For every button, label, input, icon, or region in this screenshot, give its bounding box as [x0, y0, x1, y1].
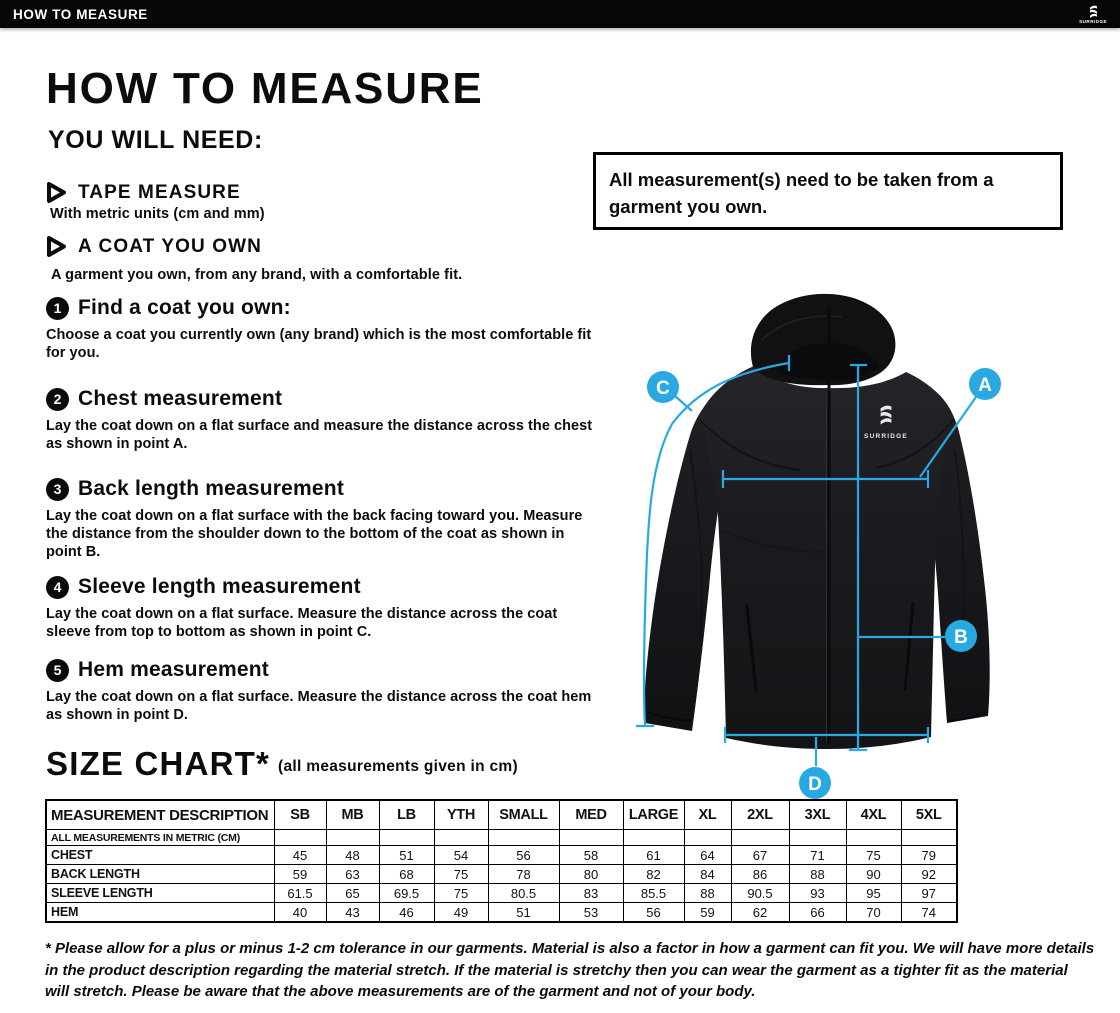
step-3	[46, 477, 611, 562]
cell-value: 61	[623, 846, 684, 865]
measurement-note-box: All measurement(s) need to be taken from a garment you own.	[593, 152, 1063, 230]
cell-value: 51	[379, 846, 434, 865]
empty-cell	[434, 830, 488, 846]
cell-value: 59	[684, 903, 731, 923]
empty-cell	[274, 830, 326, 846]
surridge-logo	[1079, 4, 1107, 25]
step-number-badge: 4	[46, 576, 69, 599]
point-c-badge	[647, 371, 679, 403]
cell-value: 46	[379, 903, 434, 923]
empty-cell	[379, 830, 434, 846]
cell-value: 51	[488, 903, 559, 923]
jacket-measurement-diagram	[600, 285, 1110, 815]
column-header: MED	[559, 800, 623, 830]
cell-value: 68	[379, 865, 434, 884]
empty-cell	[731, 830, 789, 846]
cell-value: 97	[901, 884, 957, 903]
step-description: Choose a coat you currently own (any brand) which is the most comfortable fit for you.	[46, 327, 592, 362]
cell-value: 93	[789, 884, 846, 903]
requirement-coat	[46, 235, 262, 258]
point-b-badge	[945, 620, 977, 652]
step-1	[46, 296, 611, 362]
step-5-header	[46, 658, 611, 682]
cell-value: 48	[326, 846, 379, 865]
size-chart-title-text: SIZE CHART*	[46, 745, 271, 782]
cell-value: 82	[623, 865, 684, 884]
requirement-label: TAPE MEASURE	[78, 181, 241, 203]
table-header-row	[46, 800, 957, 830]
step-description: Lay the coat down on a flat surface and measure the distance across the chest as shown in point A.	[46, 418, 593, 453]
cell-value: 75	[434, 865, 488, 884]
step-title: Hem measurement	[78, 658, 269, 681]
step-4-header	[46, 575, 611, 599]
step-number-badge: 5	[46, 659, 69, 682]
cell-value: 56	[488, 846, 559, 865]
cell-value: 80.5	[488, 884, 559, 903]
cell-value: 75	[434, 884, 488, 903]
column-header: MB	[326, 800, 379, 830]
empty-cell	[326, 830, 379, 846]
row-label: SLEEVE LENGTH	[46, 884, 274, 903]
step-title: Chest measurement	[78, 387, 283, 410]
empty-cell	[684, 830, 731, 846]
cell-value: 71	[789, 846, 846, 865]
cell-value: 67	[731, 846, 789, 865]
cell-value: 92	[901, 865, 957, 884]
cell-value: 83	[559, 884, 623, 903]
row-label: BACK LENGTH	[46, 865, 274, 884]
play-triangle-icon	[46, 235, 67, 258]
point-a-badge	[969, 368, 1001, 400]
cell-value: 56	[623, 903, 684, 923]
table-row-sleeve-length	[46, 884, 957, 903]
step-description: Lay the coat down on a flat surface with the back facing toward you. Measure the distance from the shoulder down to the bottom of the coat as shown in point B.	[46, 508, 583, 561]
column-header: XL	[684, 800, 731, 830]
empty-cell	[488, 830, 559, 846]
cell-value: 64	[684, 846, 731, 865]
cell-value: 85.5	[623, 884, 684, 903]
cell-value: 62	[731, 903, 789, 923]
step-number-badge: 2	[46, 388, 69, 411]
svg-text:B: B	[954, 627, 968, 648]
empty-cell	[901, 830, 957, 846]
cell-value: 90.5	[731, 884, 789, 903]
page-title: HOW TO MEASURE	[46, 64, 484, 113]
step-title: Find a coat you own:	[78, 296, 291, 319]
step-4	[46, 575, 611, 641]
svg-text:D: D	[808, 774, 822, 795]
step-2	[46, 387, 611, 453]
step-3-header	[46, 477, 611, 501]
cell-value: 43	[326, 903, 379, 923]
empty-cell	[789, 830, 846, 846]
surridge-logo-text: SURRIDGE	[1079, 18, 1107, 24]
cell-value: 45	[274, 846, 326, 865]
step-1-header	[46, 296, 611, 320]
cell-value: 84	[684, 865, 731, 884]
requirement-description: A garment you own, from any brand, with a comfortable fit.	[51, 267, 463, 283]
play-triangle-icon	[46, 181, 67, 204]
requirement-description: With metric units (cm and mm)	[50, 206, 265, 222]
column-header: 4XL	[846, 800, 901, 830]
empty-cell	[623, 830, 684, 846]
column-header: SB	[274, 800, 326, 830]
cell-value: 75	[846, 846, 901, 865]
cell-value: 78	[488, 865, 559, 884]
cell-value: 80	[559, 865, 623, 884]
column-header: 3XL	[789, 800, 846, 830]
step-2-header	[46, 387, 611, 411]
requirement-label: A COAT YOU OWN	[78, 235, 262, 257]
cell-value: 61.5	[274, 884, 326, 903]
cell-value: 63	[326, 865, 379, 884]
top-bar	[0, 0, 1120, 28]
empty-cell	[559, 830, 623, 846]
column-header: MEASUREMENT DESCRIPTION	[46, 800, 274, 830]
unit-row-label: ALL MEASUREMENTS IN METRIC (CM)	[46, 830, 274, 846]
cell-value: 40	[274, 903, 326, 923]
requirement-tape-measure	[46, 181, 241, 204]
cell-value: 54	[434, 846, 488, 865]
point-d-badge	[799, 767, 831, 799]
step-number-badge: 1	[46, 297, 69, 320]
cell-value: 88	[789, 865, 846, 884]
cell-value: 53	[559, 903, 623, 923]
cell-value: 95	[846, 884, 901, 903]
table-row-hem	[46, 903, 957, 923]
table-unit-row	[46, 830, 957, 846]
cell-value: 79	[901, 846, 957, 865]
cell-value: 65	[326, 884, 379, 903]
step-title: Sleeve length measurement	[78, 575, 361, 598]
column-header: LARGE	[623, 800, 684, 830]
cell-value: 49	[434, 903, 488, 923]
empty-cell	[846, 830, 901, 846]
step-description: Lay the coat down on a flat surface. Measure the distance across the coat hem as shown in point D.	[46, 689, 592, 724]
svg-text:A: A	[978, 375, 992, 396]
row-label: HEM	[46, 903, 274, 923]
row-label: CHEST	[46, 846, 274, 865]
step-title: Back length measurement	[78, 477, 345, 500]
cell-value: 90	[846, 865, 901, 884]
you-will-need-heading: YOU WILL NEED:	[48, 126, 263, 154]
cell-value: 59	[274, 865, 326, 884]
table-row-back-length	[46, 865, 957, 884]
tolerance-disclaimer: * Please allow for a plus or minus 1-2 cm tolerance in our garments. Material is also a factor in how a garment can fit you. We will have more details in the product description regarding the material stretch. If the material is stretchy then you can wear the garment as a tighter fit as the material will stretch. Please be aware that the above measurements are of the garment and not of your body.	[45, 940, 1095, 1000]
size-chart-heading	[46, 745, 518, 783]
cell-value: 58	[559, 846, 623, 865]
column-header: YTH	[434, 800, 488, 830]
step-5	[46, 658, 611, 724]
table-row-chest	[46, 846, 957, 865]
jacket-brand-text: SURRIDGE	[864, 433, 908, 440]
svg-text:C: C	[656, 378, 670, 399]
size-chart-subtitle: (all measurements given in cm)	[278, 758, 518, 775]
step-description: Lay the coat down on a flat surface. Measure the distance across the coat sleeve from top to bottom as shown in point C.	[46, 606, 558, 641]
column-header: 2XL	[731, 800, 789, 830]
cell-value: 74	[901, 903, 957, 923]
surridge-s-icon	[1087, 4, 1100, 19]
column-header: LB	[379, 800, 434, 830]
cell-value: 69.5	[379, 884, 434, 903]
top-bar-title: HOW TO MEASURE	[13, 6, 148, 22]
cell-value: 70	[846, 903, 901, 923]
cell-value: 66	[789, 903, 846, 923]
column-header: 5XL	[901, 800, 957, 830]
cell-value: 86	[731, 865, 789, 884]
column-header: SMALL	[488, 800, 559, 830]
size-chart-table	[45, 799, 958, 923]
step-number-badge: 3	[46, 478, 69, 501]
cell-value: 88	[684, 884, 731, 903]
